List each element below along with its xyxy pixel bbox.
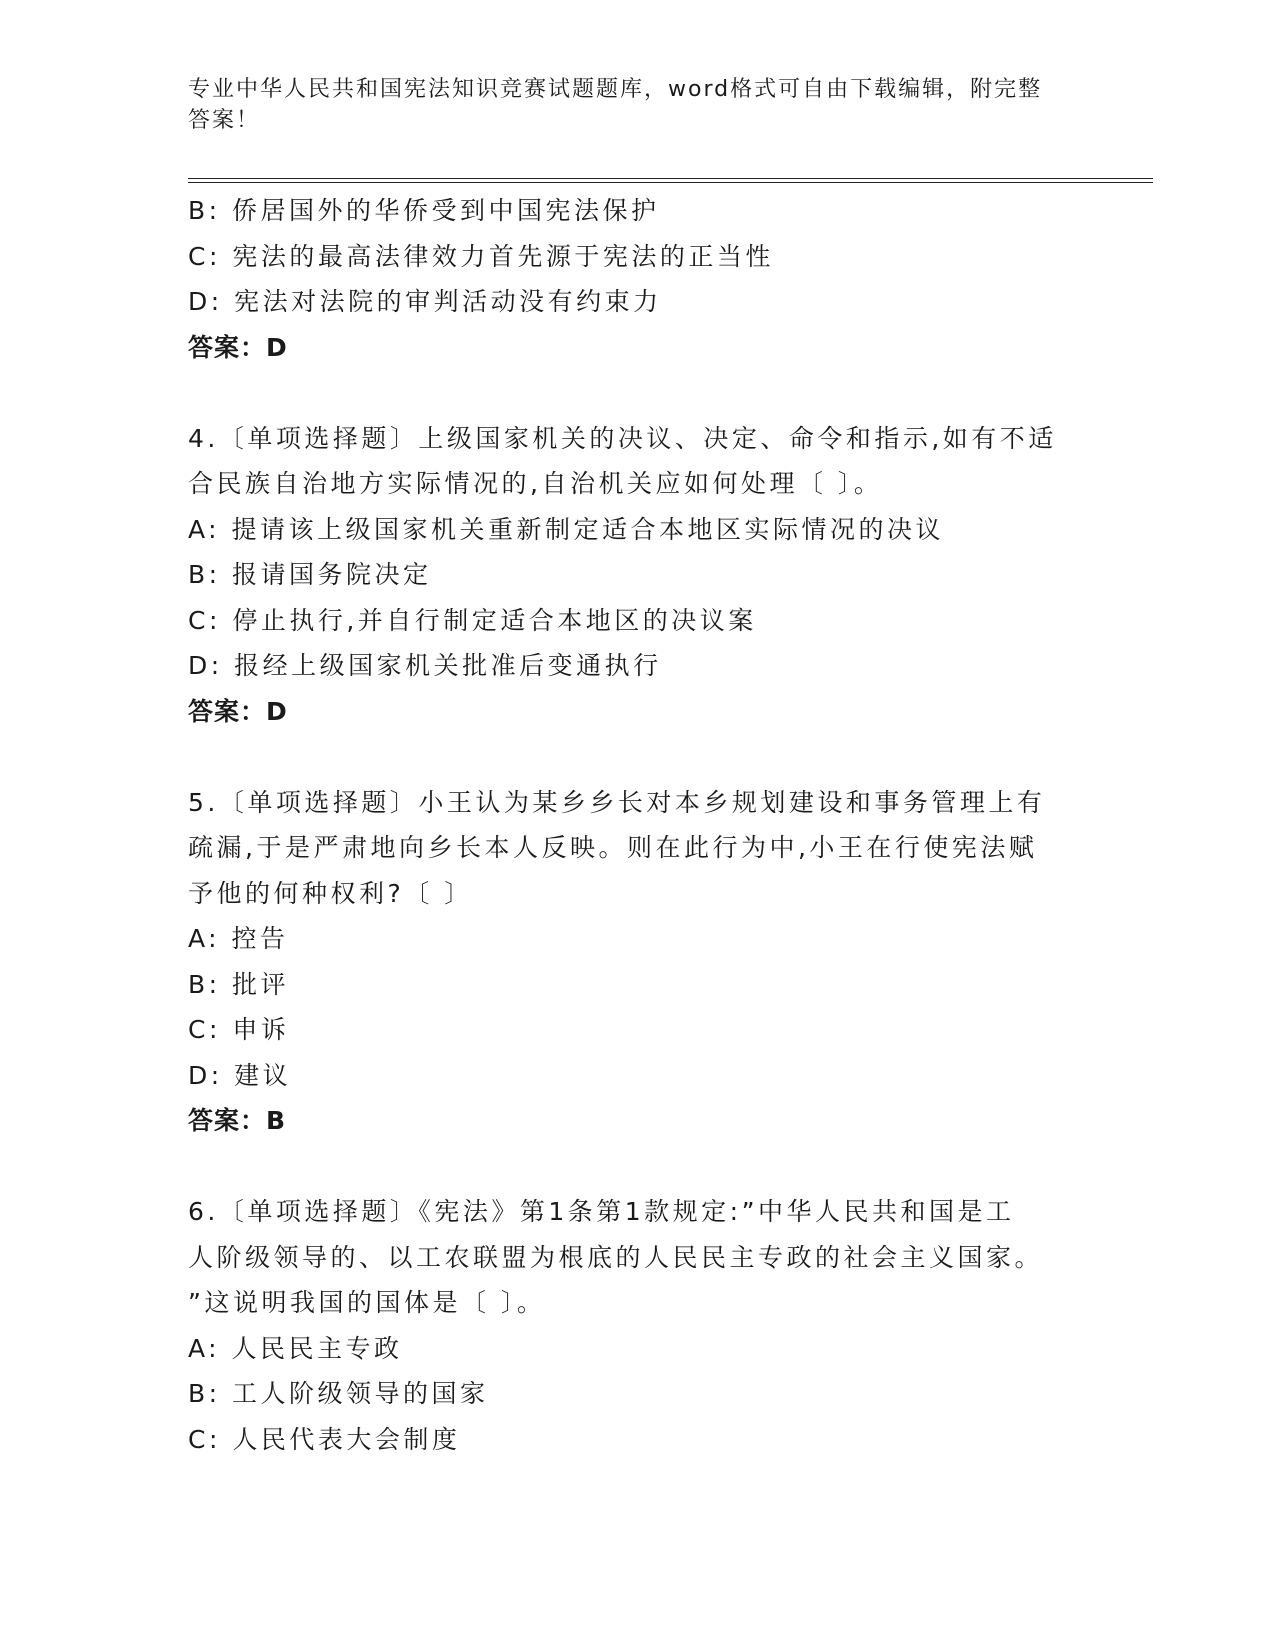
question-list bbox=[188, 188, 1088, 1462]
q6-option-a: A: 人民民主专政 bbox=[188, 1333, 403, 1363]
q3-answer: 答案：D bbox=[188, 332, 288, 362]
q4-option-b: B: 报请国务院决定 bbox=[188, 560, 432, 589]
q6-stem-line-2: 人阶级领导的、以工农联盟为根底的人民民主专政的社会主义国家。 bbox=[188, 1242, 1044, 1272]
q6-option-c: C: 人民代表大会制度 bbox=[188, 1424, 461, 1454]
q6-stem-line-3: ”这说明我国的国体是〔 〕。 bbox=[188, 1288, 546, 1317]
q4-stem-line-1: 4.〔单项选择题〕上级国家机关的决议、决定、命令和指示,如有不适 bbox=[188, 423, 1057, 453]
q4-option-d: D: 报经上级国家机关批准后变通执行 bbox=[188, 651, 662, 680]
q6-option-b: B: 工人阶级领导的国家 bbox=[188, 1379, 489, 1408]
document-header bbox=[188, 74, 1068, 136]
header-divider-bottom bbox=[188, 182, 1153, 183]
q6-stem-line-1: 6.〔单项选择题〕《宪法》第1条第1款规定:”中华人民共和国是工 bbox=[188, 1197, 1015, 1226]
q5-option-a: A: 控告 bbox=[188, 924, 289, 953]
question-5 bbox=[188, 780, 1088, 1144]
header-line-2: 答案！ bbox=[188, 108, 261, 133]
question-6 bbox=[188, 1189, 1088, 1462]
q3-option-d: D: 宪法对法院的审判活动没有约束力 bbox=[188, 287, 662, 316]
q5-option-c: C: 申诉 bbox=[188, 1015, 290, 1044]
q5-stem-line-2: 疏漏,于是严肃地向乡长本人反映。则在此行为中,小王在行使宪法赋 bbox=[188, 833, 1038, 862]
q5-option-d: D: 建议 bbox=[188, 1060, 292, 1090]
q4-option-c: C: 停止执行,并自行制定适合本地区的决议案 bbox=[188, 605, 757, 635]
q4-stem-line-2: 合民族自治地方实际情况的,自治机关应如何处理〔 〕。 bbox=[188, 469, 883, 498]
q5-stem-line-3: 予他的何种权利?〔 〕 bbox=[188, 878, 473, 908]
question-3-continued bbox=[188, 188, 1088, 370]
q4-option-a: A: 提请该上级国家机关重新制定适合本地区实际情况的决议 bbox=[188, 514, 945, 544]
question-4 bbox=[188, 416, 1088, 735]
spacer bbox=[188, 734, 1088, 780]
q3-option-c: C: 宪法的最高法律效力首先源于宪法的正当性 bbox=[188, 241, 774, 271]
q5-answer: 答案：B bbox=[188, 1106, 287, 1135]
q5-option-b: B: 批评 bbox=[188, 969, 290, 999]
header-line-1: 专业中华人民共和国宪法知识竞赛试题题库，word格式可自由下载编辑，附完整 bbox=[188, 77, 1043, 102]
q3-option-b: B: 侨居国外的华侨受到中国宪法保护 bbox=[188, 196, 660, 225]
q4-answer: 答案：D bbox=[188, 696, 288, 726]
spacer bbox=[188, 370, 1088, 416]
spacer bbox=[188, 1144, 1088, 1190]
q5-stem-line-1: 5.〔单项选择题〕小王认为某乡乡长对本乡规划建设和事务管理上有 bbox=[188, 787, 1046, 817]
header-divider-top bbox=[188, 178, 1153, 179]
